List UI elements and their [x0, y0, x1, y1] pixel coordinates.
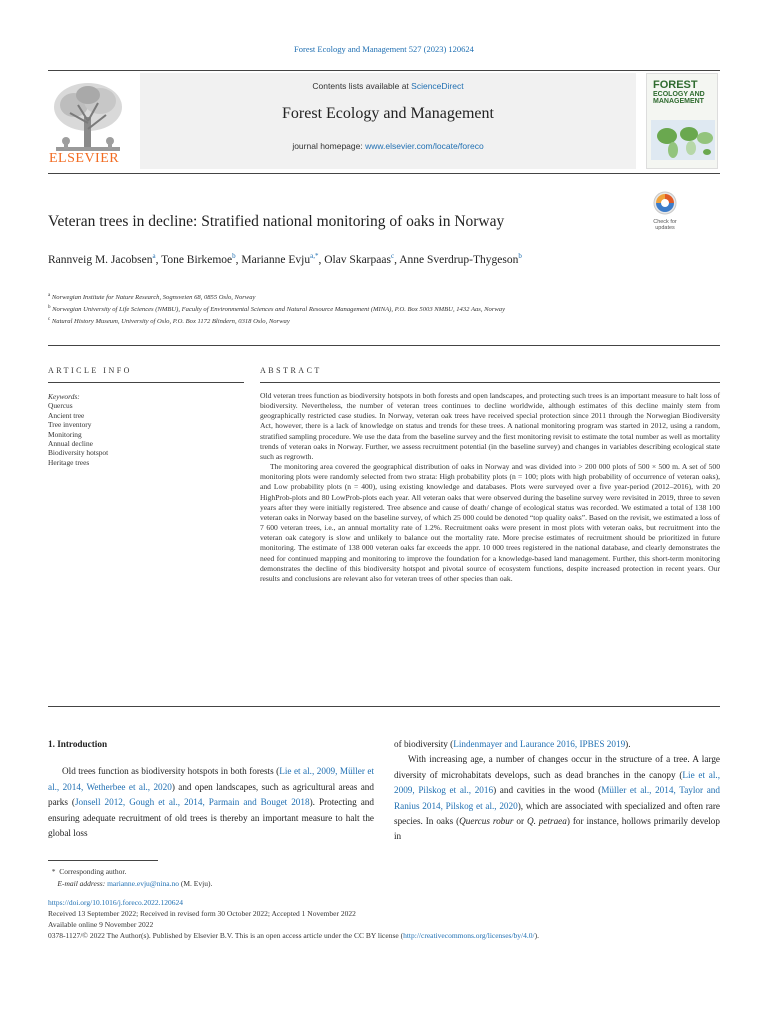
text-run: ) and open landscapes, such as agricultural areas and parks ( [48, 781, 374, 808]
doi-link[interactable]: https://doi.org/10.1016/j.foreco.2022.120624 [48, 898, 184, 907]
author-name[interactable]: Olav Skarpaas [324, 253, 391, 266]
corresponding-line: * Corresponding author. [48, 867, 127, 876]
article-info-divider [48, 382, 244, 383]
keyword-item: Tree inventory [48, 420, 92, 430]
abstract-heading: ABSTRACT [260, 366, 322, 375]
available-online: Available online 9 November 2022 [48, 920, 154, 929]
affiliation-marker: a [48, 293, 51, 298]
author-separator: , [394, 253, 400, 266]
citation-link[interactable]: Jonsell 2012, Gough et al., 2014, Parmain and Bouget 2018 [74, 797, 310, 808]
homepage-line [140, 141, 636, 151]
world-map-icon [651, 120, 715, 160]
text-run: ) for instance, hollows primarily develop in [394, 816, 720, 842]
cover-line-3: MANAGEMENT [653, 98, 704, 105]
article-info-heading: ARTICLE INFO [48, 366, 132, 375]
abstract-paragraph-1: Old veteran trees function as biodiversity hotspots in both forests and open landscapes, and protecting such trees is an important measure to halt loss of biodiversity. Nevertheless, the number of veteran trees continues to decline worldwide, although estimates of this decline mainly stem from geographically restricted case studies. In Norway, veteran oak trees have received special protection since 2011 through the Norwegian Biodiversity Act, however, there is a lack of knowledge on status and trends for these trees. A national monitoring program was started in 2012, using a random, stratified sampling procedure. We use the data from the baseline survey and the first monitoring revisit to estimate the total number as well as mortality trends of veteran oaks in Norway. Further, we assess recruitment potential (in the baseline survey) and changes in variables describing ecological state such as regrowth. [260, 391, 720, 461]
cover-line-1: FOREST [653, 79, 698, 91]
author-affiliation-marker[interactable]: b [518, 252, 522, 260]
keyword-item: Annual decline [48, 439, 93, 449]
keywords-label: Keywords: [48, 392, 80, 401]
author-separator: , [155, 253, 162, 266]
journal-citation[interactable]: Forest Ecology and Management 527 (2023) 120624 [294, 44, 474, 54]
author-separator: , [235, 253, 242, 266]
keyword-item: Monitoring [48, 429, 82, 439]
abstract-paragraph-2: The monitoring area covered the geographical distribution of oaks in Norway and was divided into > 200 000 plots of 500 × 500 m. A set of 500 monitoring plots were randomly selected from two strata: High probability plots (n = 100; plots with high probability of occurrence of veteran oaks), and Low probability plots (n = 400), using existing knowledge and databases. Plots were surveyed over a five year-period (2012–2016), with 20 HighProb-plots and 80 LowProb-plots each year. All veteran oaks that were observed during the baseline survey were revisited in 2019, three to seven years after they were initially registered. Tree absence and cause of death/ change of ecological status was recorded. We estimated a total of 138 100 veteran oaks in Norway based on the baseline survey, of which 25 000 could be denoted “top quality oaks”. Based on the revisit, we estimated a loss of 7 600 veteran trees, i.e., an annual mortality rate of 1.2%. Recruitment oaks were present in most plots with veteran oaks, but recruitment into the veteran oak category is slow and unlikely to balance out the mortality rate. More precise estimates of recruitment should be prioritized in future monitoring. The estimate of 138 000 veteran oaks far exceeds the appr. 10 000 trees registered in the national database, and clearly demonstrates the need for continued mapping and monitoring to improve the foundation for a knowledge-based land management. Further, this short-term monitoring demonstrates the decline of this biodiversity hotspot and pivotal source of ecosystem functions, despite increased protection in recent years. Our results and conclusions are relevant also for veteran trees of other species than oak. [260, 462, 720, 583]
article-title: Veteran trees in decline: Stratified national monitoring of oaks in Norway [48, 213, 505, 230]
affiliation-text: Norwegian Institute for Nature Research, Sognsveien 68, 0855 Oslo, Norway [51, 294, 256, 302]
cover-title [653, 80, 705, 105]
check-for-updates-icon[interactable] [648, 190, 682, 232]
license-suffix: ). [534, 931, 539, 940]
contents-line [140, 81, 636, 91]
section-heading-introduction: 1. Introduction [48, 739, 108, 749]
affiliation-item [48, 315, 688, 327]
keywords-section [48, 392, 244, 467]
author-name[interactable]: Anne Sverdrup-Thygeson [399, 253, 519, 266]
author-name[interactable]: Rannveig M. Jacobsen [48, 253, 153, 266]
affiliation-marker: b [48, 305, 51, 311]
email-line [48, 878, 448, 890]
intro-paragraph-2 [394, 752, 720, 844]
check-badge-line-1: Check for [653, 219, 677, 225]
keyword-list [48, 401, 244, 467]
publication-info [48, 897, 738, 941]
keyword-item: Ancient tree [48, 410, 85, 420]
affiliation-text: Natural History Museum, University of Oslo, P.O. Box 1172 Blindern, 0318 Oslo, Norway [51, 318, 290, 326]
corresponding-author-footnote [48, 866, 448, 890]
homepage-prefix: journal homepage: [292, 141, 366, 151]
text-run: of biodiversity ( [394, 739, 454, 749]
author-affiliation-marker[interactable]: a,* [310, 252, 319, 260]
abstract-body [260, 391, 720, 584]
footnote-divider [48, 860, 158, 861]
license-link[interactable]: http://creativecommons.org/licenses/by/4.0/ [403, 931, 535, 940]
license-prefix: 0378-1127/© 2022 The Author(s). Published by Elsevier B.V. This is an open access article under the CC BY license ( [48, 931, 404, 940]
author-separator: , [318, 253, 325, 266]
text-run: or [513, 816, 527, 827]
citation-link[interactable]: Lie et al., 2009, Pilskog et al., 2016 [394, 769, 720, 796]
journal-homepage-link[interactable]: www.elsevier.com/locate/foreco [365, 141, 484, 151]
license-line [48, 930, 738, 941]
affiliation-item [48, 291, 688, 303]
author-list [48, 248, 648, 268]
contents-prefix: Contents lists available at [312, 81, 412, 91]
text-run: ). Protecting and ensuring adequate recruitment of old trees is thereby an important measure to halt the global loss [48, 797, 374, 839]
text-run: With increasing age, a number of changes occur in the structure of a tree. A large diversity of microhabitats develops, such as dead branches in the canopy ( [394, 754, 720, 780]
keyword-item: Quercus [48, 401, 73, 411]
author-name[interactable]: Tone Birkemoe [161, 253, 233, 266]
citation-link[interactable]: Lindenmayer and Laurance 2016, IPBES 2019 [453, 739, 626, 749]
keyword-item: Heritage trees [48, 457, 90, 467]
affiliation-text: Norwegian University of Life Sciences (NMBU), Faculty of Environmental Sciences and Natural Resource Management (MINA), P.O. Box 5003 NMBU, 1432 Aas, Norway [52, 306, 506, 314]
text-run: ). [625, 739, 631, 749]
elsevier-wordmark[interactable]: ELSEVIER [49, 151, 120, 166]
masthead [48, 70, 720, 174]
journal-title[interactable]: Forest Ecology and Management [282, 105, 494, 122]
received-dates: Received 13 September 2022; Received in revised form 30 October 2022; Accepted 1 November 2022 [48, 909, 356, 918]
author-affiliation-marker[interactable]: a [152, 252, 156, 260]
species-name: Quercus robur [459, 816, 514, 827]
journal-info-box [140, 73, 636, 169]
citation-link[interactable]: Lie et al., 2009, Müller et al., 2014, Wetherbee et al., 2020 [48, 766, 375, 792]
text-run: Old trees function as biodiversity hotspots in both forests ( [62, 766, 280, 777]
header-divider [48, 345, 720, 346]
keyword-item: Biodiversity hotspot [48, 448, 109, 458]
intro-paragraph-1 [48, 764, 374, 841]
author-name[interactable]: Marianne Evju [241, 253, 311, 266]
intro-paragraph-1-cont [394, 737, 720, 752]
affiliation-list [48, 291, 688, 328]
text-run: ), which are associated with specialized and often rare species. In oaks ( [394, 800, 721, 827]
email-link[interactable]: marianne.evju@nina.no [107, 879, 179, 888]
corresponding-text: Corresponding author. [59, 867, 127, 876]
citation-link[interactable]: Müller et al., 2014, Taylor and Ranius 2014, Pilskog et al., 2020 [394, 785, 720, 811]
abstract-divider [260, 382, 720, 383]
check-badge-line-2: updates [655, 225, 675, 231]
sciencedirect-link[interactable]: ScienceDirect [411, 81, 464, 91]
body-column-left [48, 737, 374, 841]
affiliation-item [48, 303, 688, 315]
journal-cover-thumbnail[interactable] [646, 73, 718, 169]
author-affiliation-marker[interactable]: b [232, 252, 236, 260]
species-name: Q. petraea [526, 816, 567, 827]
affiliation-marker: c [48, 317, 51, 323]
email-label: E-mail address: [57, 879, 106, 888]
email-suffix: (M. Evju). [178, 879, 213, 888]
body-column-right [394, 737, 720, 845]
text-run: ) and cavities in the wood ( [493, 785, 602, 796]
author-affiliation-marker[interactable]: c [390, 252, 395, 260]
cover-line-2: ECOLOGY AND [653, 91, 705, 98]
abstract-end-divider [48, 706, 720, 707]
